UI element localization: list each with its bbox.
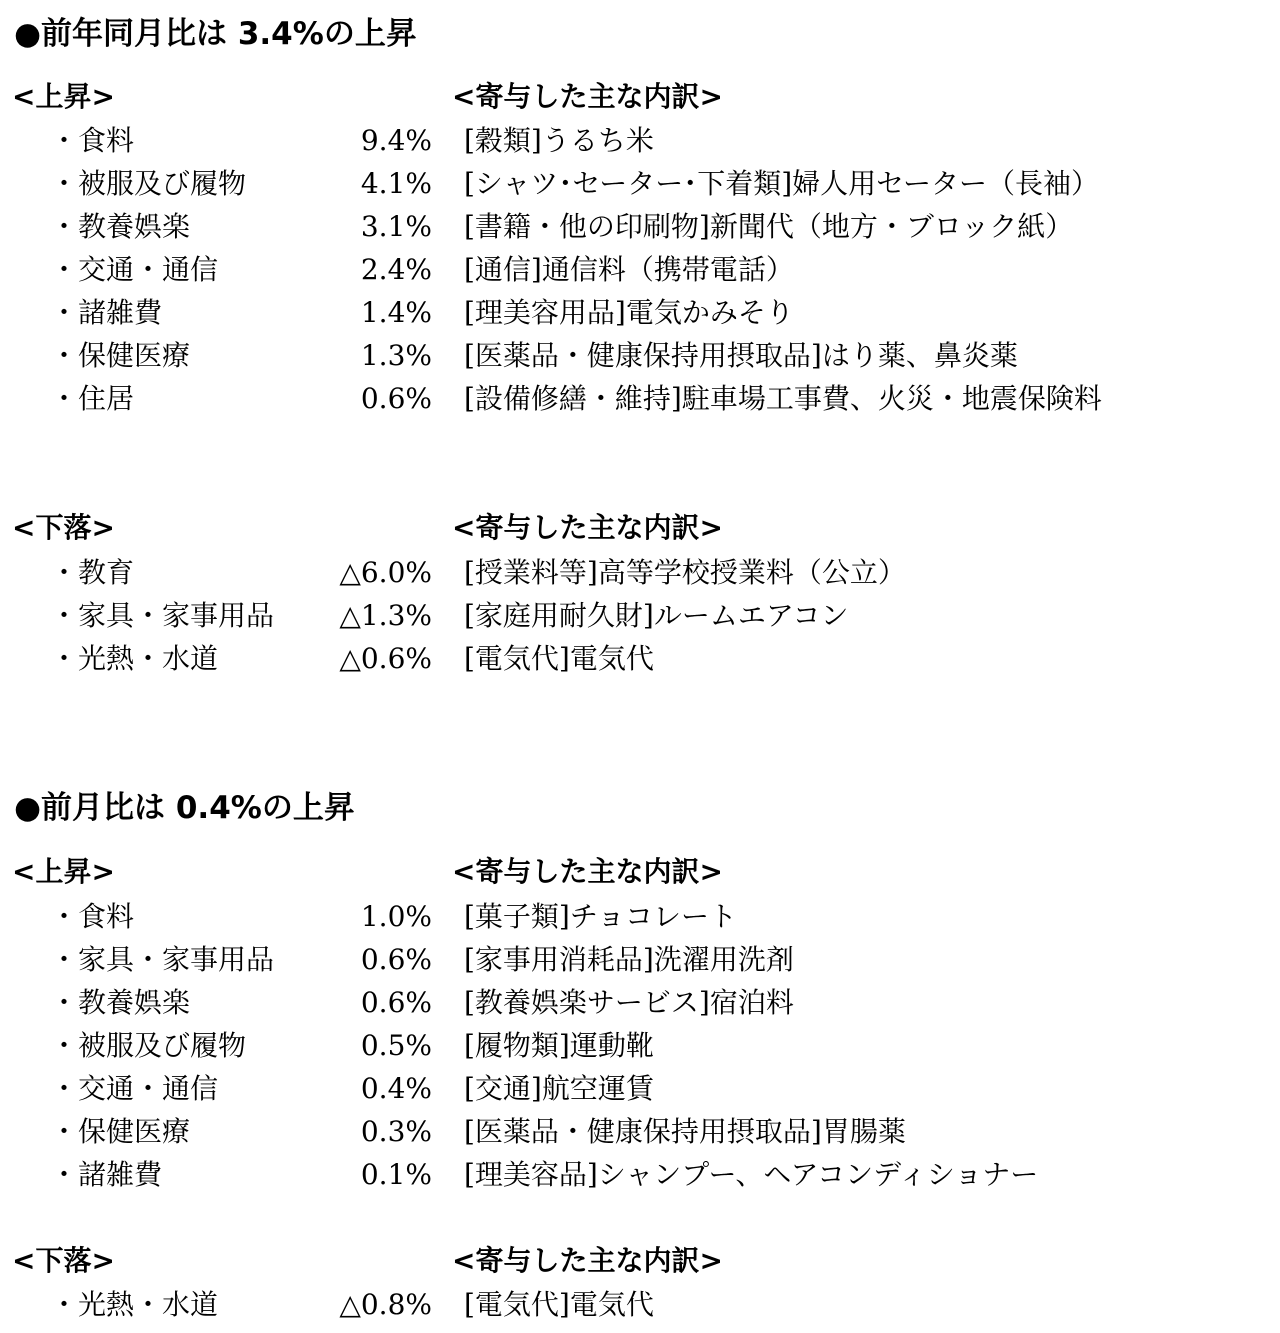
- category-label: ・住居: [50, 382, 135, 415]
- yoy-fall-row: [0, 637, 1280, 680]
- category-label: ・家具・家事用品: [50, 943, 275, 976]
- detail-text: [授業料等]高等学校授業料（公立）: [464, 556, 906, 589]
- mom-fall-detail-label: <寄与した主な内訳>: [452, 1244, 723, 1277]
- yoy-heading: ●前年同月比は 3.4%の上昇: [14, 16, 417, 52]
- yoy-fall-row: [0, 594, 1280, 637]
- percent-value: △1.3%: [339, 599, 432, 632]
- detail-text: [家事用消耗品]洗濯用洗剤: [464, 943, 794, 976]
- category-label: ・光熱・水道: [50, 1288, 219, 1321]
- category-label: ・家具・家事用品: [50, 599, 275, 632]
- percent-value: 0.5%: [360, 1029, 432, 1062]
- detail-text: [電気代]電気代: [464, 642, 654, 675]
- yoy-rise-row: [0, 205, 1280, 248]
- percent-value: 0.1%: [360, 1158, 432, 1191]
- mom-rise-label: <上昇>: [12, 855, 115, 888]
- detail-text: [書籍・他の印刷物]新聞代（地方・ブロック紙）: [464, 210, 1074, 243]
- percent-value: 1.3%: [360, 339, 432, 372]
- detail-text: [穀類]うるち米: [464, 124, 654, 157]
- mom-rise-row: [0, 1024, 1280, 1067]
- detail-text: [菓子類]チョコレート: [464, 900, 738, 933]
- percent-value: 0.6%: [360, 943, 432, 976]
- category-label: ・教育: [50, 556, 135, 589]
- percent-value: 3.1%: [360, 210, 432, 243]
- yoy-fall-label: <下落>: [12, 511, 115, 544]
- detail-text: [教養娯楽サービス]宿泊料: [464, 986, 794, 1019]
- percent-value: 1.4%: [360, 296, 432, 329]
- yoy-rise-label: <上昇>: [12, 80, 115, 113]
- detail-text: [医薬品・健康保持用摂取品]胃腸薬: [464, 1115, 906, 1148]
- yoy-rise-row: [0, 291, 1280, 334]
- category-label: ・被服及び履物: [50, 1029, 247, 1062]
- yoy-rise-row: [0, 162, 1280, 205]
- mom-rise-detail-label: <寄与した主な内訳>: [452, 855, 723, 888]
- detail-text: [電気代]電気代: [464, 1288, 654, 1321]
- detail-text: [家庭用耐久財]ルームエアコン: [464, 599, 849, 632]
- detail-text: [理美容品]シャンプー、ヘアコンディショナー: [464, 1158, 1039, 1191]
- detail-text: [履物類]運動靴: [464, 1029, 654, 1062]
- percent-value: 0.4%: [360, 1072, 432, 1105]
- detail-text: [設備修繕・維持]駐車場工事費、火災・地震保険料: [464, 382, 1102, 415]
- percent-value: 0.6%: [360, 382, 432, 415]
- percent-value: 2.4%: [360, 253, 432, 286]
- mom-rise-row: [0, 981, 1280, 1024]
- detail-text: [理美容用品]電気かみそり: [464, 296, 794, 329]
- detail-text: [シャツ･セーター･下着類]婦人用セーター（長袖）: [464, 167, 1100, 200]
- category-label: ・教養娯楽: [50, 986, 191, 1019]
- percent-value: △0.8%: [339, 1288, 432, 1321]
- mom-fall-row: [0, 1283, 1280, 1326]
- mom-rise-row: [0, 1067, 1280, 1110]
- yoy-fall-row: [0, 551, 1280, 594]
- category-label: ・食料: [50, 900, 135, 933]
- category-label: ・教養娯楽: [50, 210, 191, 243]
- yoy-rise-row: [0, 248, 1280, 291]
- yoy-rise-row: [0, 377, 1280, 420]
- yoy-rise-row: [0, 119, 1280, 162]
- category-label: ・諸雑費: [50, 296, 163, 329]
- category-label: ・被服及び履物: [50, 167, 247, 200]
- category-label: ・保健医療: [50, 339, 191, 372]
- mom-rise-row: [0, 938, 1280, 981]
- mom-rise-row: [0, 1153, 1280, 1196]
- category-label: ・交通・通信: [50, 1072, 219, 1105]
- category-label: ・食料: [50, 124, 135, 157]
- percent-value: 0.6%: [360, 986, 432, 1019]
- category-label: ・諸雑費: [50, 1158, 163, 1191]
- category-label: ・交通・通信: [50, 253, 219, 286]
- yoy-fall-detail-label: <寄与した主な内訳>: [452, 511, 723, 544]
- category-label: ・光熱・水道: [50, 642, 219, 675]
- percent-value: 9.4%: [360, 124, 432, 157]
- yoy-rise-detail-label: <寄与した主な内訳>: [452, 80, 723, 113]
- percent-value: △6.0%: [339, 556, 432, 589]
- mom-rise-row: [0, 1110, 1280, 1153]
- detail-text: [交通]航空運賃: [464, 1072, 654, 1105]
- category-label: ・保健医療: [50, 1115, 191, 1148]
- percent-value: 0.3%: [360, 1115, 432, 1148]
- detail-text: [通信]通信料（携帯電話）: [464, 253, 794, 286]
- percent-value: 1.0%: [360, 900, 432, 933]
- percent-value: △0.6%: [339, 642, 432, 675]
- yoy-rise-row: [0, 334, 1280, 377]
- percent-value: 4.1%: [360, 167, 432, 200]
- mom-rise-row: [0, 895, 1280, 938]
- mom-fall-label: <下落>: [12, 1244, 115, 1277]
- detail-text: [医薬品・健康保持用摂取品]はり薬、鼻炎薬: [464, 339, 1018, 372]
- mom-heading: ●前月比は 0.4%の上昇: [14, 790, 355, 826]
